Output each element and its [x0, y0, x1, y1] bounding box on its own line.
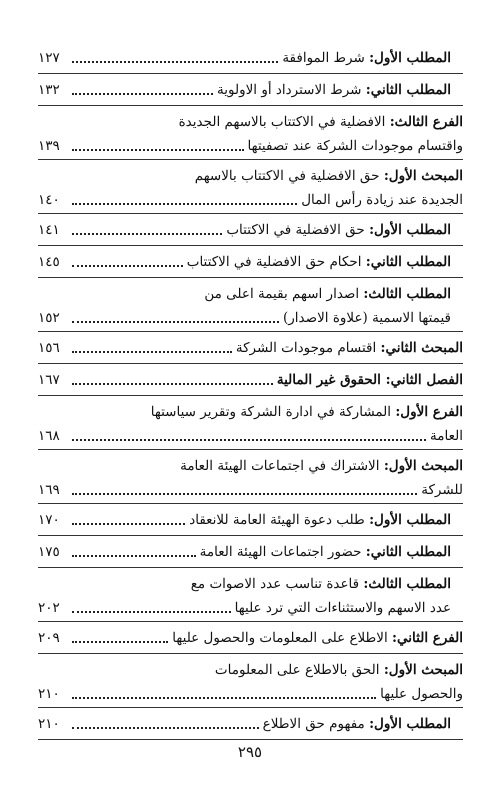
toc-entry-text [217, 77, 451, 103]
toc-entry-title: احكام حق الافضلية في الاكتتاب [186, 254, 362, 270]
toc-page-number: ١٧٠ [38, 512, 60, 528]
toc-entry [38, 396, 463, 450]
dot-leader [72, 697, 376, 699]
toc-page-number: ١٣٢ [38, 82, 60, 98]
toc-entry [38, 568, 463, 622]
dot-leader [72, 383, 273, 385]
toc-entry-line [38, 189, 463, 211]
toc-entry-title: عدد الاسهم والاستثناءات التي ترد عليها [234, 600, 451, 616]
toc-entry-title: العامة [430, 428, 463, 444]
toc-entry-line [38, 45, 451, 71]
dot-leader [72, 493, 417, 495]
dot-leader [72, 321, 279, 323]
toc-page-number: ١٦٨ [38, 428, 60, 444]
toc-entry-line [38, 163, 463, 189]
toc-entry-text [283, 307, 451, 329]
toc-entry-label: الفرع الثالث: [389, 114, 463, 130]
toc-entry-text [204, 281, 451, 307]
dot-leader [72, 351, 232, 353]
toc-entry-line [38, 135, 463, 157]
toc-entry-label: المطلب الأول: [369, 222, 451, 238]
toc-entry-text [235, 597, 451, 619]
toc-entry-title: حق الافضلية في الاكتتاب [226, 222, 365, 238]
dot-leader [72, 439, 426, 441]
toc-entry-label: المطلب الأول: [369, 716, 451, 732]
dot-leader [72, 641, 168, 643]
toc-entry-label: المطلب الأول: [369, 50, 451, 66]
toc-page-number: ٢٠٩ [38, 630, 60, 646]
toc-entry-text [179, 109, 463, 135]
page-number: ٢٩٥ [237, 743, 263, 761]
toc-entry [38, 622, 463, 654]
toc-entry-title: مفهوم حق الاطلاع [262, 716, 365, 732]
toc-page-number: ١٣٩ [38, 138, 60, 154]
toc-entry-label: المطلب الثاني: [365, 82, 451, 98]
toc-entry-text [187, 249, 451, 275]
toc-page-number: ١٤٥ [38, 254, 60, 270]
dot-leader [72, 233, 222, 235]
toc-entry-label: المبحث الأول: [383, 662, 463, 678]
toc-entry-text [282, 45, 451, 71]
dot-leader [72, 203, 297, 205]
toc-page-number: ١٥٦ [38, 340, 60, 356]
toc-entry-title: للشركة [421, 482, 463, 498]
toc-entry-text [421, 479, 463, 501]
toc-entry-line [38, 683, 463, 705]
dot-leader [72, 61, 278, 63]
toc-entry-line [38, 77, 451, 103]
toc-entry [38, 536, 463, 568]
toc-page-number: ٢١٠ [38, 716, 60, 732]
toc-entry-text [380, 683, 463, 705]
toc-entry-text [215, 657, 463, 683]
toc-entry-title: والحصول عليها [380, 686, 463, 702]
toc-entry-line [38, 281, 451, 307]
toc-entry-text [189, 507, 451, 533]
toc-entry-label: المبحث الثاني: [380, 340, 463, 356]
toc-entry-text [151, 399, 463, 425]
dot-leader [72, 523, 185, 525]
toc-entry [38, 278, 463, 332]
toc-entry-line [38, 625, 463, 651]
dot-leader [72, 149, 244, 151]
toc-entry [38, 74, 463, 106]
toc-entry-label: المطلب الثاني: [365, 254, 451, 270]
toc-entry-text [180, 453, 463, 479]
toc-entry-text [191, 571, 451, 597]
toc-entry-text [301, 189, 463, 211]
toc-entry-title: طلب دعوة الهيئة العامة للانعقاد [189, 512, 365, 528]
toc-entry-label: الفرع الأول: [395, 404, 463, 420]
toc-entry-text [172, 625, 463, 651]
toc-entry-label: المطلب الأول: [369, 512, 451, 528]
toc-page-number: ٢١٠ [38, 686, 60, 702]
toc-entry-title: شرط الموافقة [282, 50, 365, 66]
toc-entry-title: حق الافضلية في الاكتتاب بالاسهم [194, 168, 380, 184]
toc-entry [38, 654, 463, 708]
dot-leader [72, 611, 231, 613]
dot-leader [72, 727, 259, 729]
toc-entry-line [38, 217, 451, 243]
toc-entry-line [38, 507, 451, 533]
toc-entry-line [38, 109, 463, 135]
toc-entry-line [38, 657, 463, 683]
toc-entry-line [38, 453, 463, 479]
toc-entry [38, 332, 463, 364]
toc-entry-title: المشاركة في ادارة الشركة وتقرير سياستها [150, 404, 392, 420]
toc-entry [38, 42, 463, 74]
toc-entry [38, 246, 463, 278]
toc-entry-label: المطلب الثالث: [363, 576, 451, 592]
toc-entry [38, 364, 463, 396]
table-of-contents [38, 42, 463, 740]
toc-entry [38, 106, 463, 160]
toc-entry-label: المطلب الثالث: [363, 286, 451, 302]
toc-entry-title: اقتسام موجودات الشركة [235, 340, 377, 356]
toc-page-number: ١٤٠ [38, 192, 60, 208]
toc-entry-line [38, 539, 451, 565]
toc-entry-title: شرط الاسترداد أو الاولوية [216, 82, 362, 98]
toc-entry-text [263, 711, 451, 737]
toc-entry-title: الجديدة عند زيادة رأس المال [301, 192, 463, 208]
toc-page-number: ١٦٧ [38, 372, 60, 388]
toc-entry-text [226, 217, 451, 243]
toc-entry-line [38, 399, 463, 425]
toc-entry-title: الحق بالاطلاع على المعلومات [214, 662, 380, 678]
toc-entry-title: واقتسام موجودات الشركة عند تصفيتها [247, 138, 463, 154]
toc-entry-label: الفصل الثاني: الحقوق غير المالية [276, 372, 463, 388]
toc-page-number: ١٢٧ [38, 50, 60, 66]
toc-entry-title: الاشتراك في اجتماعات الهيئة العامة [180, 458, 380, 474]
toc-entry-label: المبحث الأول: [383, 168, 463, 184]
toc-entry-line [38, 425, 463, 447]
toc-entry-label: المطلب الثاني: [365, 544, 451, 560]
toc-entry-line [38, 479, 463, 501]
toc-entry-title: قاعدة تناسب عدد الاصوات مع [190, 576, 360, 592]
toc-entry-text [248, 135, 464, 157]
toc-entry [38, 708, 463, 740]
toc-entry-line [38, 571, 451, 597]
toc-entry-text [430, 425, 463, 447]
toc-entry-title: الافضلية في الاكتتاب بالاسهم الجديدة [178, 114, 386, 130]
dot-leader [72, 555, 196, 557]
toc-page-number: ١٥٢ [38, 310, 60, 326]
toc-entry-line [38, 367, 463, 393]
toc-entry-text [200, 539, 451, 565]
toc-entry-line [38, 249, 451, 275]
toc-entry-text [277, 367, 463, 393]
toc-entry [38, 450, 463, 504]
toc-entry-label: المبحث الأول: [383, 458, 463, 474]
toc-entry [38, 160, 463, 214]
dot-leader [72, 265, 183, 267]
toc-entry-line [38, 335, 463, 361]
toc-entry-text [236, 335, 463, 361]
toc-entry [38, 504, 463, 536]
toc-entry-line [38, 597, 451, 619]
toc-entry-line [38, 307, 451, 329]
toc-entry-title: اصدار اسهم بقيمة اعلى من [204, 286, 360, 302]
toc-entry-title: الاطلاع على المعلومات والحصول عليها [172, 630, 388, 646]
toc-page-number: ١٤١ [38, 222, 60, 238]
toc-entry [38, 214, 463, 246]
toc-page-number: ١٧٥ [38, 544, 60, 560]
toc-page-number: ١٦٩ [38, 482, 60, 498]
toc-entry-label: الفرع الثاني: [392, 630, 463, 646]
toc-entry-line [38, 711, 451, 737]
toc-entry-title: حضور اجتماعات الهيئة العامة [199, 544, 362, 560]
toc-entry-text [195, 163, 463, 189]
toc-entry-title: قيمتها الاسمية (علاوة الاصدار) [283, 310, 451, 326]
toc-page-number: ٢٠٢ [38, 600, 60, 616]
dot-leader [72, 93, 213, 95]
